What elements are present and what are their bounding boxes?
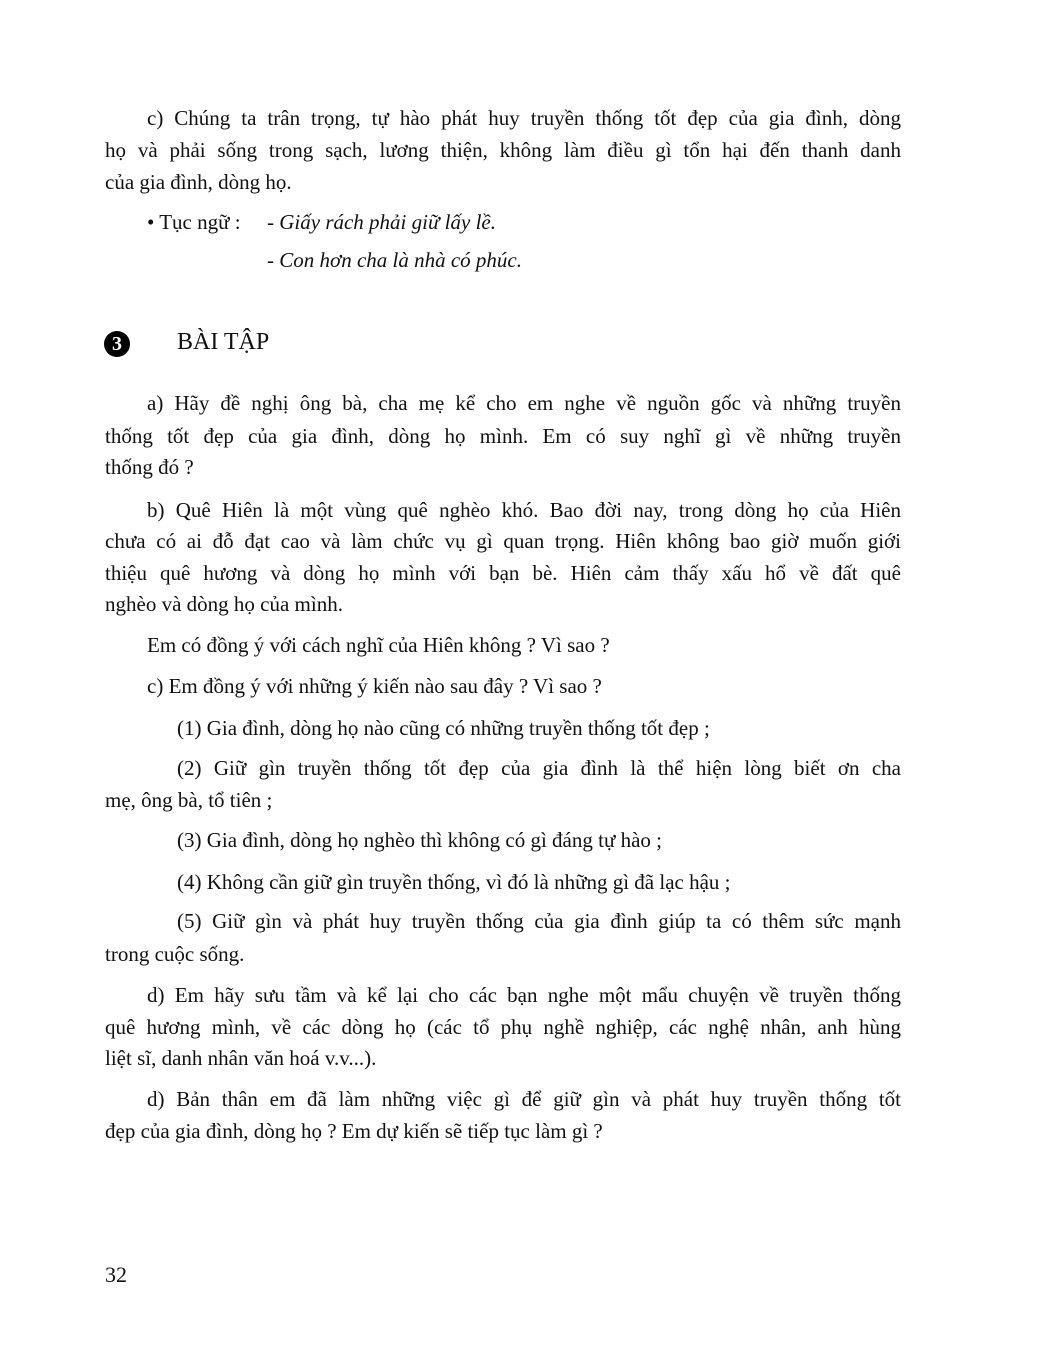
option-2: (2) Giữ gìn truyền thống tốt đẹp của gia đình là thể hiện lòng biết ơn cha <box>177 756 901 780</box>
text-line: đẹp của gia đình, dòng họ ? Em dự kiến sẽ tiếp tục làm gì ? <box>105 1119 603 1143</box>
text-line: d) Em hãy sưu tầm và kể lại cho các bạn nghe một mẩu chuyện về truyền thống <box>147 983 901 1007</box>
proverb: - Giấy rách phải giữ lấy lề. <box>267 210 496 234</box>
text-line: thống tốt đẹp của gia đình, dòng họ mình. Em có suy nghĩ gì về những truyền <box>105 424 901 448</box>
option-2-cont: mẹ, ông bà, tổ tiên ; <box>105 788 273 812</box>
text-line: họ và phải sống trong sạch, lương thiện, không làm điều gì tổn hại đến thanh danh <box>105 138 901 162</box>
option-4: (4) Không cần giữ gìn truyền thống, vì đó là những gì đã lạc hậu ; <box>177 870 731 894</box>
text-line: c) Em đồng ý với những ý kiến nào sau đây ? Vì sao ? <box>147 674 602 698</box>
page-number: 32 <box>105 1262 127 1287</box>
text-line: d) Bản thân em đã làm những việc gì để giữ gìn và phát huy truyền thống tốt <box>147 1087 901 1111</box>
proverbs-label: • Tục ngữ : <box>147 210 241 234</box>
section-heading: BÀI TẬP <box>177 329 270 355</box>
text-line: Em có đồng ý với cách nghĩ của Hiên không ? Vì sao ? <box>147 633 610 657</box>
text-line: thiệu quê hương và dòng họ mình với bạn bè. Hiên cảm thấy xấu hổ về đất quê <box>105 561 901 585</box>
text-line: thống đó ? <box>105 455 194 479</box>
option-5-cont: trong cuộc sống. <box>105 942 245 966</box>
text-line: chưa có ai đỗ đạt cao và làm chức vụ gì quan trọng. Hiên không bao giờ muốn giới <box>105 529 901 553</box>
text-line: liệt sĩ, danh nhân văn hoá v.v...). <box>105 1046 377 1070</box>
text-line: a) Hãy đề nghị ông bà, cha mẹ kể cho em nghe về nguồn gốc và những truyền <box>147 391 901 415</box>
text-line: c) Chúng ta trân trọng, tự hào phát huy truyền thống tốt đẹp của gia đình, dòng <box>147 106 901 130</box>
option-5: (5) Giữ gìn và phát huy truyền thống của gia đình giúp ta có thêm sức mạnh <box>177 909 901 933</box>
option-1: (1) Gia đình, dòng họ nào cũng có những truyền thống tốt đẹp ; <box>177 716 710 740</box>
text-line: quê hương mình, về các dòng họ (các tổ phụ nghề nghiệp, các nghệ nhân, anh hùng <box>105 1015 901 1039</box>
text-line: của gia đình, dòng họ. <box>105 170 292 194</box>
option-3: (3) Gia đình, dòng họ nghèo thì không có gì đáng tự hào ; <box>177 828 662 852</box>
proverb: - Con hơn cha là nhà có phúc. <box>267 248 523 272</box>
section-number-badge: 3 <box>104 331 130 357</box>
text-line: b) Quê Hiên là một vùng quê nghèo khó. Bao đời nay, trong dòng họ của Hiên <box>147 498 901 522</box>
text-line: nghèo và dòng họ của mình. <box>105 592 343 616</box>
